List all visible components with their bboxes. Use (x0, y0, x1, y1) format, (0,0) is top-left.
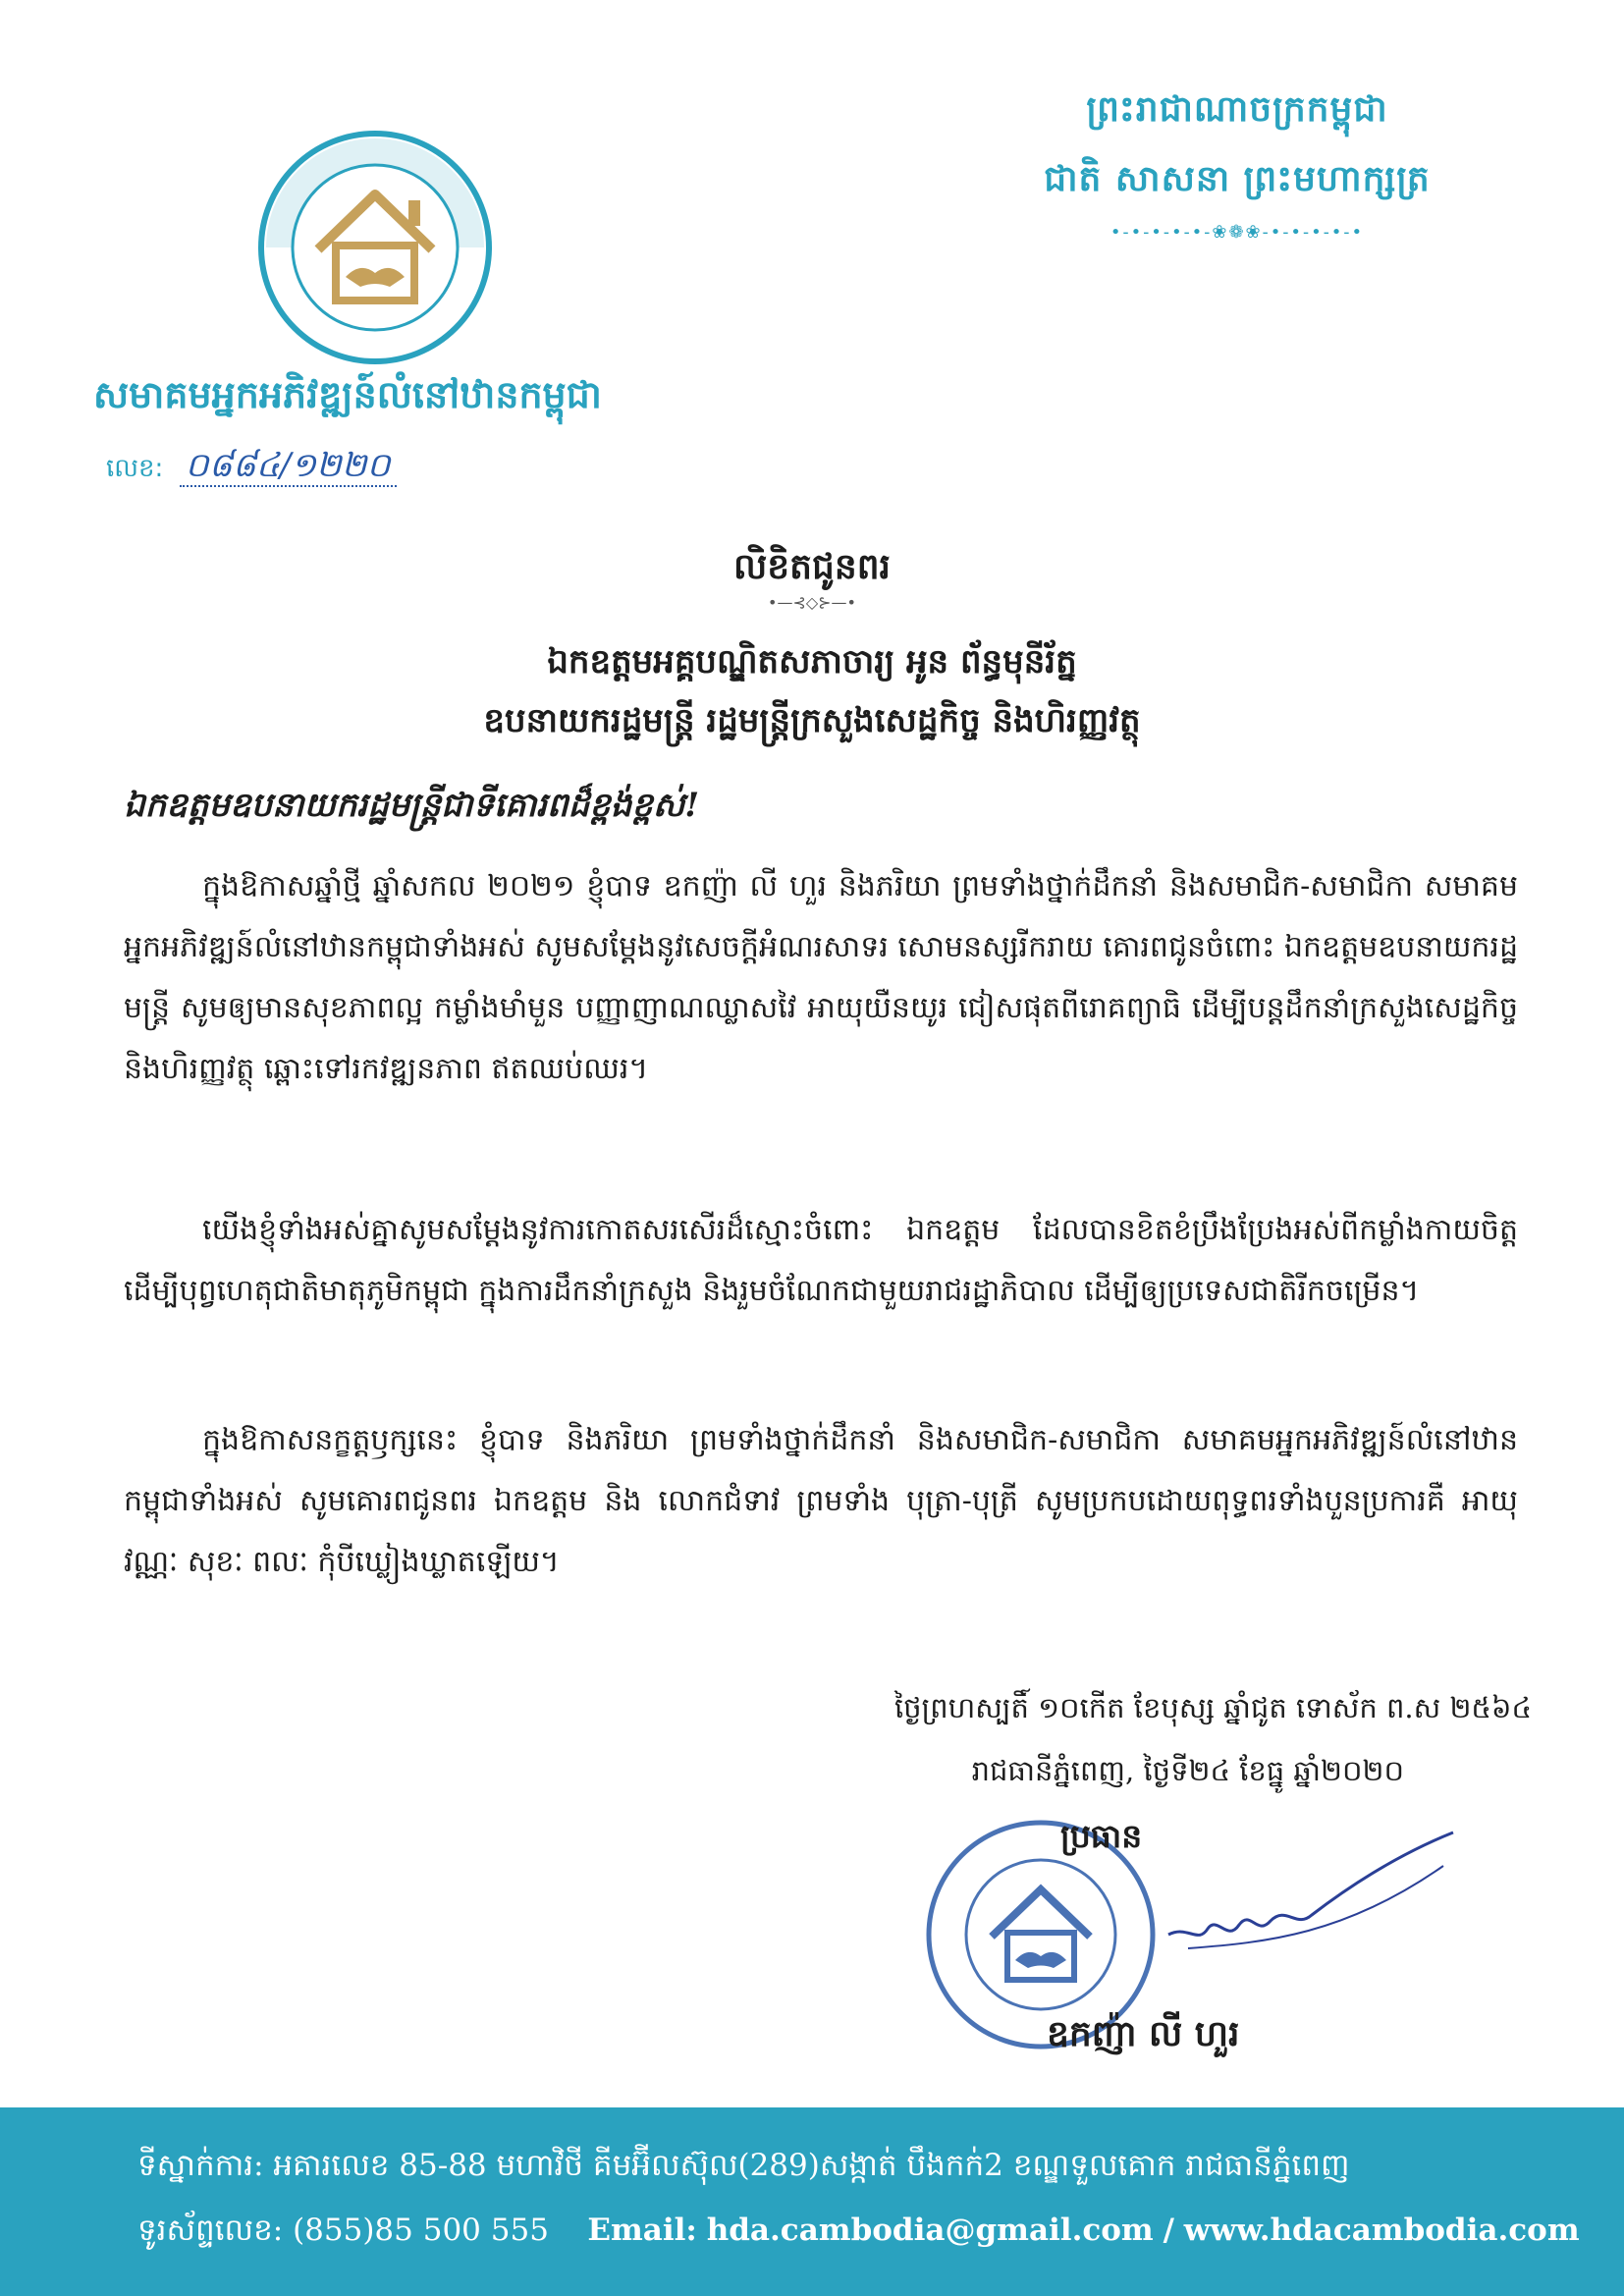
house-icon (318, 194, 432, 301)
paragraph-1-text: ក្នុងឱកាសឆ្នាំថ្មី ឆ្នាំសកល ២០២១ ខ្ញុំបាទ ឧកញ៉ា លី ហួរ និងភរិយា ព្រមទាំងថ្នាក់ដឹកនាំ និងសមាជិក-សមាជិកា សមាគមអ្នកអភិវឌ្ឍន៍លំនៅឋានកម្ពុជាទាំងអស់ សូមសម្តែងនូវសេចក្តីអំណរសាទរ សោមនស្សរីករាយ គោរពជូនចំពោះ ឯកឧត្តមឧបនាយករដ្ឋមន្ត្រី សូមឲ្យមានសុខភាពល្អ កម្លាំងមាំមួន បញ្ញាញាណឈ្លាសវៃ អាយុយឺនយូរ ជៀសផុតពីរោគព្យាធិ ដើម្បីបន្តដឹកនាំក្រសួងសេដ្ឋកិច្ច និងហិរញ្ញវត្ថុ ឆ្ពោះទៅរកវឌ្ឍនភាព ឥតឈប់ឈរ។ (124, 869, 1518, 1086)
paragraph-3 (124, 1410, 1518, 1593)
kingdom-heading (1031, 86, 1443, 243)
recipient-line-2: ឧបនាយករដ្ឋមន្ត្រី រដ្ឋមន្ត្រីក្រសួងសេដ្ឋកិច្ច និងហិរញ្ញវត្ថុ (483, 701, 1141, 740)
reference-value: ០៨៨៤/១២២០ (180, 446, 397, 487)
date-solar: រាជធានីភ្នំពេញ, ថ្ងៃទី២៤ ខែធ្នូ ឆ្នាំ២០២០ (971, 1754, 1404, 1787)
contact-separator: / (1163, 2213, 1174, 2248)
website-link[interactable]: www.hdacambodia.com (1183, 2213, 1580, 2248)
handwritten-signature (1149, 1827, 1463, 1974)
stamp-house-icon (992, 1889, 1090, 1980)
salutation: ឯកឧត្តមឧបនាយករដ្ឋមន្ត្រីជាទីគោរពដ៏ខ្ពង់ខ្ពស់! (124, 786, 700, 825)
title-ornament: •—⊰◇⊱—• (768, 593, 856, 612)
phone-label: ទូរស័ព្ទលេខ: (137, 2213, 284, 2248)
kingdom-ornament: •-•-•-•-•-❀❁❀-•-•-•-•-• (1110, 222, 1365, 243)
reference-number (106, 444, 397, 493)
letter-title: លិខិតជូនពរ (733, 546, 891, 587)
paragraph-1 (124, 856, 1518, 1100)
footer-bar (0, 2107, 1624, 2296)
email-label: Email: (587, 2213, 697, 2248)
paragraph-2-text: យើងខ្ញុំទាំងអស់គ្នាសូមសម្តែងនូវការកោតសរសើរដ៏ស្មោះចំពោះ ឯកឧត្តម ដែលបានខិតខំប្រឹងប្រែងអស់ពីកម្លាំងកាយចិត្ត ដើម្បីបុព្វហេតុជាតិមាតុភូមិកម្ពុជា ក្នុងការដឹកនាំក្រសួង និងរួមចំណែកជាមួយរាជរដ្ឋាភិបាល ដើម្បីឲ្យប្រទេសជាតិរីកចម្រើន។ (124, 1213, 1518, 1308)
date-lunar: ថ្ងៃព្រហស្បតិ៍ ១០កើត ខែបុស្ស ឆ្នាំជូត ទោស័ក ព.ស ២៥៦៤ (893, 1691, 1532, 1724)
paragraph-3-text: ក្នុងឱកាសនក្ខត្តឫក្សនេះ ខ្ញុំបាទ និងភរិយា ព្រមទាំងថ្នាក់ដឹកនាំ និងសមាជិក-សមាជិកា សមាគមអ្នកអភិវឌ្ឍន៍លំនៅឋានកម្ពុជាទាំងអស់ សូមគោរពជូនពរ ឯកឧត្តម និង លោកជំទាវ ព្រមទាំង បុត្រា-បុត្រី សូមប្រកបដោយពុទ្ធពរទាំងបួនប្រការគឺ អាយុ វណ្ណៈ សុខៈ ពលៈ កុំបីឃ្លៀងឃ្លាតឡើយ។ (124, 1423, 1518, 1579)
organization-name: សមាគមអ្នកអភិវឌ្ឍន៍លំនៅឋានកម្ពុជា (93, 372, 602, 416)
paragraph-2 (124, 1200, 1518, 1322)
reference-label: លេខ: (106, 454, 164, 483)
email-link[interactable]: hda.cambodia@gmail.com (706, 2213, 1154, 2248)
signer-name: ឧកញ៉ា លី ហួរ (1047, 2013, 1240, 2054)
footer-contact (137, 2212, 1580, 2256)
signer-role: ប្រធាន (1060, 1817, 1143, 1855)
phone-number: (855)85 500 555 (293, 2213, 549, 2248)
recipient-line-1: ឯកឧត្តមអគ្គបណ្ឌិតសភាចារ្យ អូន ព័ន្ធមុនីរ័ត្ន (547, 642, 1077, 682)
organization-logo (257, 130, 493, 365)
kingdom-line-1: ព្រះរាជាណាចក្រកម្ពុជា (1086, 88, 1388, 130)
kingdom-line-2: ជាតិ សាសនា ព្រះមហាក្សត្រ (1044, 158, 1431, 199)
footer-address: ទីស្នាក់ការ: អគារលេខ 85-88 មហាវិថី គីមអ៊ីលស៊ុល(289)សង្កាត់ បឹងកក់2 ខណ្ឌទួលគោក រាជធានីភ្នំពេញ (137, 2148, 1350, 2183)
